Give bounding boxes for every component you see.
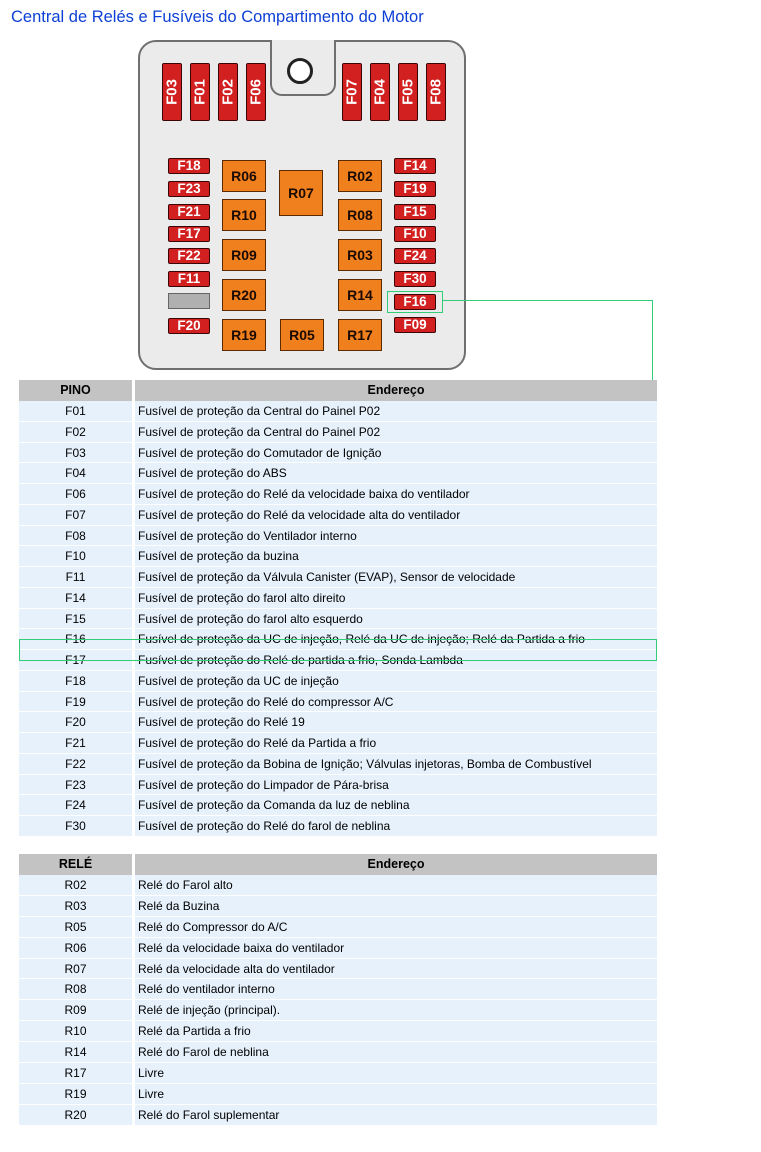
row-code: F22 [19,754,132,775]
relay-R10: R10 [222,199,266,231]
row-code: R09 [19,1000,132,1021]
row-code: R06 [19,938,132,959]
row-description: Relé do Compressor do A/C [135,917,657,938]
table-row [19,484,657,505]
row-code: F14 [19,588,132,609]
row-description: Livre [135,1063,657,1084]
fuse-F01 [190,63,210,121]
table-row [19,422,657,443]
row-description: Fusível de proteção da Bobina de Ignição; Válvulas injetoras, Bomba de Combustível [135,754,657,775]
fuse-F20: F20 [168,318,210,334]
row-code: F10 [19,546,132,567]
relay-R05: R05 [280,319,324,351]
row-description: Relé do Farol suplementar [135,1105,657,1126]
table-row [19,959,657,980]
table-row [19,526,657,547]
relay-table-body [19,875,657,1126]
table-row [19,609,657,630]
fuse-F24: F24 [394,248,436,264]
table-row [19,1084,657,1105]
row-description: Livre [135,1084,657,1105]
table-row [19,733,657,754]
row-code: R19 [19,1084,132,1105]
row-description: Relé do ventilador interno [135,979,657,1000]
fuse-F21: F21 [168,204,210,220]
row-description: Fusível de proteção da UC de injeção [135,671,657,692]
row-code: F02 [19,422,132,443]
fuse-F14: F14 [394,158,436,174]
table-row [19,671,657,692]
table-row [19,1021,657,1042]
row-description: Relé de injeção (principal). [135,1000,657,1021]
row-code: F06 [19,484,132,505]
header-pino: PINO [19,380,132,401]
fuse-F02 [218,63,238,121]
row-description: Fusível de proteção do Ventilador interno [135,526,657,547]
relay-R17: R17 [338,319,382,351]
row-code: F20 [19,712,132,733]
fuse-label: F07 [343,79,361,105]
relay-R20: R20 [222,279,266,311]
row-code: F17 [19,650,132,671]
row-description: Relé da Partida a frio [135,1021,657,1042]
table-header [19,854,657,875]
table-row [19,917,657,938]
relay-R06: R06 [222,160,266,192]
table-row [19,546,657,567]
row-code: F23 [19,775,132,796]
fuse-F11: F11 [168,271,210,287]
fuse-label: F06 [247,79,265,105]
fuse-F17: F17 [168,226,210,242]
row-code: F07 [19,505,132,526]
empty-fuse-slot [168,293,210,309]
row-code: F03 [19,443,132,464]
row-code: F30 [19,816,132,837]
row-description: Fusível de proteção do Relé da velocidade baixa do ventilador [135,484,657,505]
table-row [19,629,657,650]
row-description: Fusível de proteção do ABS [135,463,657,484]
fuse-F22: F22 [168,248,210,264]
header-endereco: Endereço [135,854,657,875]
mounting-hole-icon [287,58,313,84]
row-description: Fusível de proteção do Limpador de Pára-brisa [135,775,657,796]
row-code: R17 [19,1063,132,1084]
row-code: F04 [19,463,132,484]
table-row [19,795,657,816]
fuse-F09: F09 [394,317,436,333]
table-row [19,505,657,526]
fuse-label: F04 [371,79,389,105]
fuse-table-body [19,401,657,837]
fuse-F19: F19 [394,181,436,197]
row-code: F08 [19,526,132,547]
row-code: F18 [19,671,132,692]
table-row [19,979,657,1000]
fuse-label: F02 [219,79,237,105]
row-code: F15 [19,609,132,630]
fuse-table [19,380,657,837]
fuse-F18: F18 [168,158,210,174]
fuse-F04 [370,63,390,121]
row-code: R03 [19,896,132,917]
relay-R08: R08 [338,199,382,231]
relay-R09: R09 [222,239,266,271]
row-code: R14 [19,1042,132,1063]
row-description: Relé da Buzina [135,896,657,917]
table-row [19,463,657,484]
fuse-F10: F10 [394,226,436,242]
row-description: Fusível de proteção do Relé da velocidade alta do ventilador [135,505,657,526]
relay-R03: R03 [338,239,382,271]
table-row [19,875,657,896]
relay-R14: R14 [338,279,382,311]
table-row [19,650,657,671]
table-row [19,692,657,713]
table-row [19,896,657,917]
relay-R02: R02 [338,160,382,192]
row-code: R07 [19,959,132,980]
table-row [19,443,657,464]
highlight-F16-box [387,291,443,313]
row-description: Relé do Farol de neblina [135,1042,657,1063]
fuse-F16: F16 [394,294,436,310]
row-description: Fusível de proteção do farol alto direito [135,588,657,609]
table-row [19,401,657,422]
row-code: F01 [19,401,132,422]
relay-R19: R19 [222,319,266,351]
row-description: Fusível de proteção da Válvula Canister (EVAP), Sensor de velocidade [135,567,657,588]
fuse-F07 [342,63,362,121]
table-row [19,775,657,796]
fuse-F06 [246,63,266,121]
row-code: F21 [19,733,132,754]
fuse-F05 [398,63,418,121]
fuse-F15: F15 [394,204,436,220]
row-description: Fusível de proteção da UC de injeção, Relé da UC de injeção; Relé da Partida a frio [135,629,657,650]
table-row [19,754,657,775]
fuse-label: F08 [427,79,445,105]
row-description: Fusível de proteção da buzina [135,546,657,567]
row-description: Fusível de proteção do Relé 19 [135,712,657,733]
relay-R07: R07 [279,170,323,216]
table-row [19,1105,657,1126]
row-code: R10 [19,1021,132,1042]
row-code: R02 [19,875,132,896]
fuse-F08 [426,63,446,121]
row-description: Relé do Farol alto [135,875,657,896]
row-description: Relé da velocidade baixa do ventilador [135,938,657,959]
fuse-F30: F30 [394,271,436,287]
table-row [19,1063,657,1084]
row-code: R05 [19,917,132,938]
row-description: Fusível de proteção do farol alto esquerdo [135,609,657,630]
table-row [19,588,657,609]
table-row [19,567,657,588]
row-description: Fusível de proteção do Relé do compressor A/C [135,692,657,713]
row-description: Fusível de proteção do Relé do farol de neblina [135,816,657,837]
row-code: R08 [19,979,132,1000]
row-description: Fusível de proteção do Relé da Partida a frio [135,733,657,754]
fuse-label: F03 [163,79,181,105]
row-description: Fusível de proteção do Comutador de Ignição [135,443,657,464]
fuse-label: F01 [191,79,209,105]
row-description: Fusível de proteção da Central do Painel P02 [135,422,657,443]
header-endereco: Endereço [135,380,657,401]
relay-table [19,854,657,1126]
row-code: F19 [19,692,132,713]
row-description: Fusível de proteção da Comanda da luz de neblina [135,795,657,816]
fuse-F23: F23 [168,181,210,197]
page-title: Central de Relés e Fusíveis do Compartimento do Motor [11,8,424,26]
fuse-label: F05 [399,79,417,105]
table-row [19,938,657,959]
row-code: F16 [19,629,132,650]
table-row [19,816,657,837]
table-header [19,380,657,401]
connector-line [443,300,653,301]
fuse-F03 [162,63,182,121]
row-code: R20 [19,1105,132,1126]
row-description: Fusível de proteção do Relé de partida a frio, Sonda Lambda [135,650,657,671]
row-code: F24 [19,795,132,816]
table-row [19,1042,657,1063]
table-row [19,1000,657,1021]
header-rele: RELÉ [19,854,132,875]
table-row [19,712,657,733]
row-description: Fusível de proteção da Central do Painel P02 [135,401,657,422]
row-code: F11 [19,567,132,588]
row-description: Relé da velocidade alta do ventilador [135,959,657,980]
